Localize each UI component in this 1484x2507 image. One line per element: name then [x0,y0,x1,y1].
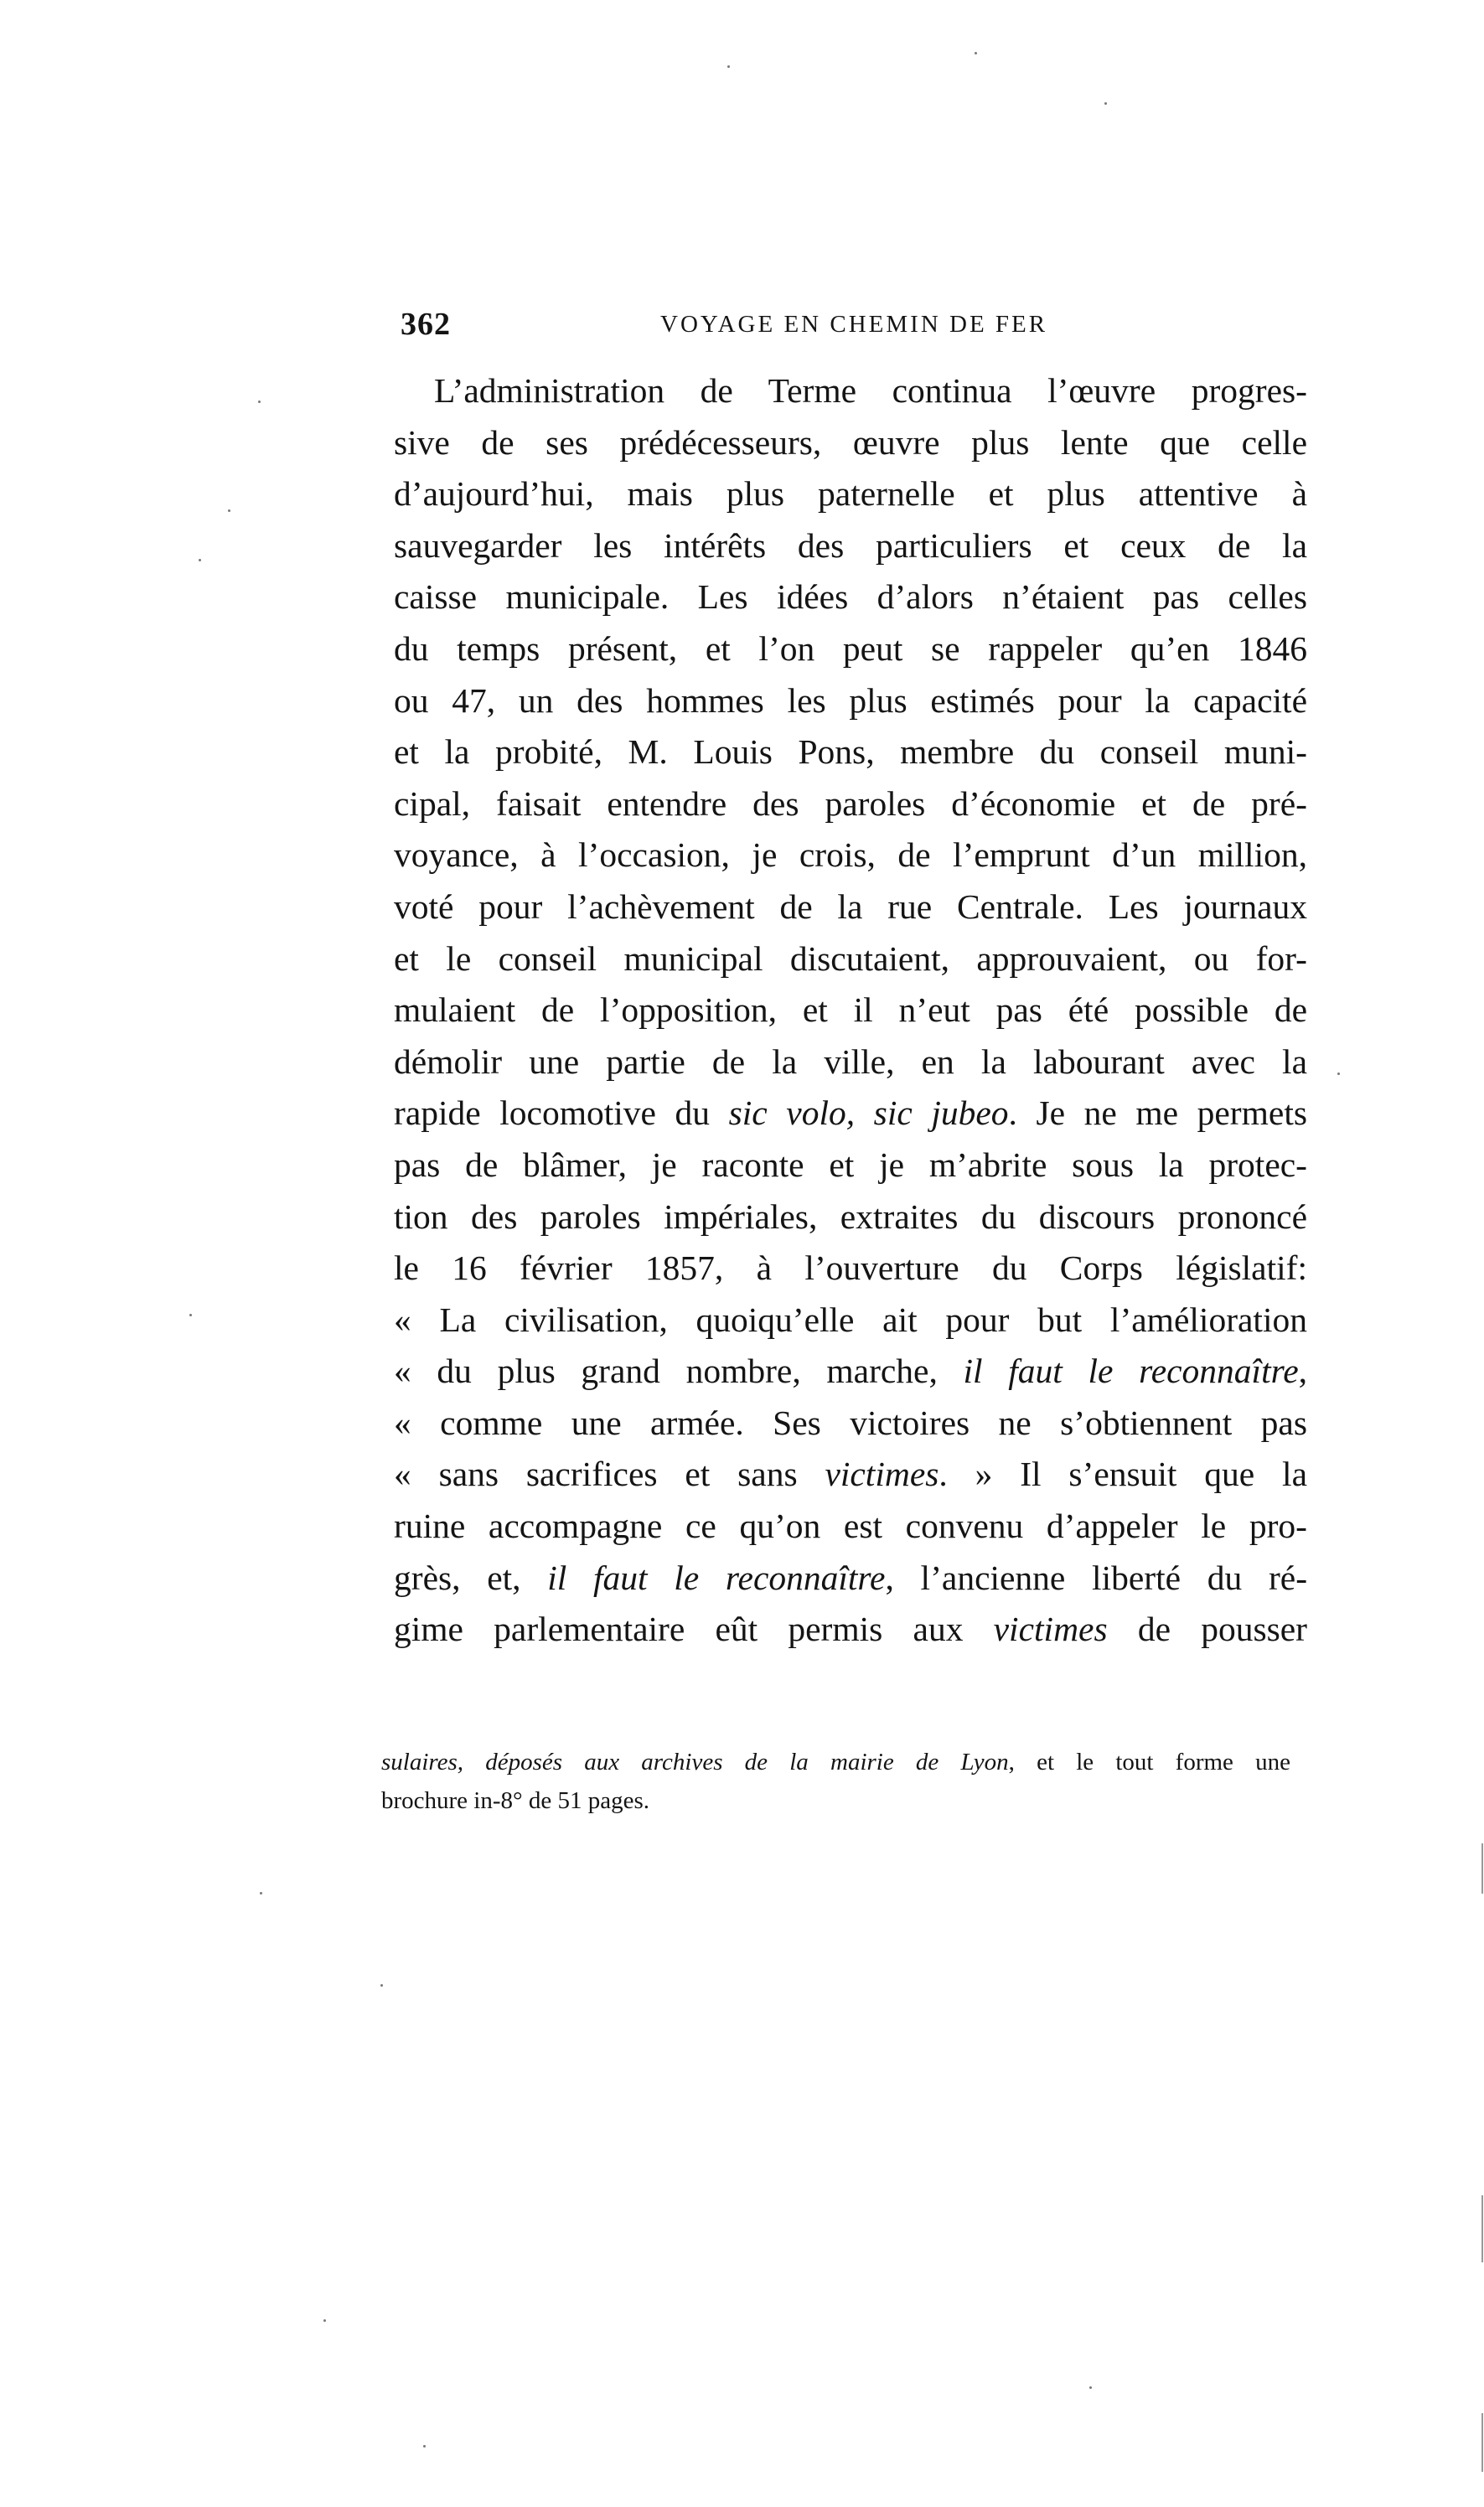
text-line [394,1553,1307,1605]
text-segment: cipal, faisait entendre des paroles d’économie et de pré- [394,783,1307,823]
text-segment: brochure in-8° de 51 pages. [381,1787,650,1814]
scan-speck [258,401,261,403]
scan-speck [380,1984,383,1987]
text-segment: sauvegarder les intérêts des particuliers et ceux de la [394,525,1307,565]
text-segment: et la probité, M. Louis Pons, membre du conseil muni- [394,732,1307,772]
text-line [394,1398,1307,1450]
text-line [394,1449,1307,1501]
text-line [394,417,1307,469]
footnote [381,1743,1290,1820]
scan-speck [727,65,730,68]
text-segment: , et le tout forme une [1008,1749,1290,1776]
text-segment: mulaient de l’opposition, et il n’eut pas été possible de [394,990,1307,1030]
text-line [394,1243,1307,1295]
text-line [394,726,1307,778]
text-segment: voyance, à l’occasion, je crois, de l’emprunt d’un million, [394,835,1307,875]
italic-text: sic volo, sic jubeo [728,1093,1009,1133]
text-segment: du temps présent, et l’on peut se rappeler qu’en 1846 [394,628,1307,668]
text-segment: « sans sacrifices et sans [394,1455,825,1494]
text-segment: ruine accompagne ce qu’on est convenu d’appeler le pro- [394,1507,1307,1546]
text-segment: démolir une partie de la ville, en la labourant avec la [394,1042,1307,1081]
text-segment: rapide locomotive du [394,1093,729,1133]
text-line [394,1191,1307,1243]
text-line [394,1501,1307,1553]
scan-edge-mark [1481,2195,1483,2262]
running-head [401,306,1307,348]
main-paragraph [394,365,1307,1656]
text-line [394,365,1307,417]
scan-speck [199,559,201,561]
scan-speck [189,1314,192,1316]
text-segment: « du plus grand nombre, marche, [394,1352,964,1391]
text-line [394,933,1307,985]
text-segment: voté pour l’achèvement de la rue Centrale. Les journaux [394,886,1307,926]
text-segment: L’administration de Terme continua l’œuvre progres- [434,371,1307,410]
italic-text: victimes [993,1610,1108,1649]
text-segment: d’aujourd’hui, mais plus paternelle et plus attentive à [394,474,1307,514]
text-segment: . Je ne me permets [1008,1093,1307,1133]
scan-speck [1104,102,1107,105]
text-segment: , [1298,1352,1307,1391]
text-segment: ou 47, un des hommes les plus estimés pour la capacité [394,680,1307,720]
text-segment: , l’ancienne liberté du ré- [885,1558,1308,1597]
text-line [394,830,1307,881]
text-line [394,985,1307,1036]
text-segment: « comme une armée. Ses victoires ne s’obtiennent pas [394,1403,1307,1442]
scan-speck [323,2319,326,2322]
italic-text: victimes [825,1455,939,1494]
text-line [394,1295,1307,1347]
text-segment: et le conseil municipal discutaient, approuvaient, ou for- [394,938,1307,978]
text-line [394,1140,1307,1191]
scan-edge-mark [1481,2413,1483,2472]
text-segment: . » Il s’ensuit que la [938,1455,1307,1494]
text-segment: « La civilisation, quoiqu’elle ait pour but l’amélioration [394,1300,1307,1339]
text-segment: gime parlementaire eût permis aux [394,1610,994,1649]
footnote-line [381,1781,1290,1820]
scan-edge-mark [1481,1843,1483,1894]
text-line [394,1604,1307,1656]
text-segment: grès, et, [394,1558,548,1597]
page-number: 362 [401,307,451,342]
text-line [394,1346,1307,1398]
text-line [394,623,1307,675]
text-segment: tion des paroles impériales, extraites du discours prononcé [394,1197,1307,1236]
text-line [394,881,1307,933]
text-segment: de pousser [1107,1610,1307,1649]
footnote-line [381,1743,1290,1781]
scan-speck [1089,2386,1092,2389]
scan-speck [975,52,977,54]
text-line [394,468,1307,520]
italic-text: il faut le reconnaître [963,1352,1299,1391]
italic-text: il faut le reconnaître [547,1558,886,1597]
text-line [394,520,1307,572]
text-line [394,571,1307,623]
scan-speck [423,2445,426,2448]
text-line [394,778,1307,830]
text-segment: sive de ses prédécesseurs, œuvre plus lente que celle [394,422,1307,462]
scan-speck [260,1892,262,1894]
italic-text: sulaires, déposés aux archives de la mairie de Lyon [381,1749,1009,1776]
scan-speck [228,509,230,512]
text-segment: pas de blâmer, je raconte et je m’abrite sous la protec- [394,1145,1307,1184]
text-segment: caisse municipale. Les idées d’alors n’étaient pas celles [394,577,1307,617]
text-line [394,1088,1307,1140]
running-title: VOYAGE EN CHEMIN DE FER [660,311,1048,338]
text-line [394,675,1307,727]
scan-speck [1337,1073,1340,1075]
text-segment: le 16 février 1857, à l’ouverture du Corps législatif: [394,1248,1307,1288]
text-line [394,1036,1307,1088]
